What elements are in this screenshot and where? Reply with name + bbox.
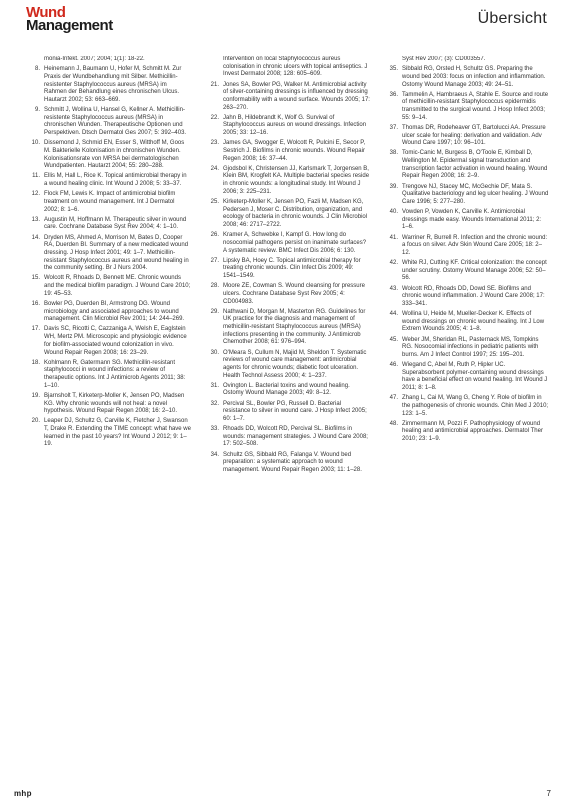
reference-text: Wolcott R, Rhoads D, Bennett ME. Chronic wounds and the medical biofilm paradigm. J Wound Care 2010; 19: 45–53.	[44, 275, 191, 297]
reference-item	[205, 452, 370, 475]
reference-number: 26.	[210, 232, 219, 239]
reference-text: monia-Infekt. 2007; 2004; 1(1): 18-22.	[44, 56, 145, 62]
reference-number: 36.	[389, 91, 398, 98]
reference-text: White RJ, Cutting KF. Critical colonization: the concept under scrutiny. Ostomy Wound Manage 2006; 52: 50–56.	[402, 260, 547, 282]
reference-text: Weber JM, Sheridan RL, Pasternack MS, Tompkins RG. Nosocomial infections in pediatric patients with burns. Am J Infect Control 1997; 25: 195–201.	[402, 336, 539, 358]
reference-number: 25.	[210, 198, 219, 205]
reference-number: 27.	[210, 257, 219, 264]
reference-text: Tomic-Canic M, Burgess B, O'Toole E, Kimball D, Wellington M. Epidermal signal transduction and transcription factor activation in wound healing. Wound Repair Regen 2008; 16: 2–9.	[402, 150, 548, 180]
reference-number: 42.	[389, 260, 398, 266]
reference-text: Kramer A, Schwebke I, Kampf G. How long do nosocomial pathogens persist on inanimate surfaces? A systematic review. BMC Infect Dis 2006; 6: 130.	[223, 232, 367, 254]
reference-number: 30.	[210, 349, 219, 356]
reference-item	[26, 418, 191, 449]
reference-number: 10.	[31, 140, 40, 147]
reference-item	[26, 173, 191, 188]
reference-item	[384, 92, 549, 123]
reference-text: Warriner R, Burrell R. Infection and the chronic wound: a focus on silver. Adv Skin Wound Care 2005; 18: 2–12.	[402, 234, 548, 256]
reference-item	[26, 301, 191, 324]
reference-number: 16.	[31, 300, 40, 307]
reference-number: 21.	[210, 81, 219, 88]
reference-text: Heinemann J, Baumann U, Hofer M, Schmitt M. Zur Praxis der Wundbehandlung mit Silber. Methicillin-resistenter Staphylococcus aureus (MRSA) im Rahmen der Behandlung eines chronischen Ulcus. Hautarzt 2002; 53: 663–669.	[44, 66, 182, 103]
reference-text: Moore ZE, Cowman S. Wound cleansing for pressure ulcers. Cochrane Database Syst Rev 2005; 4: CD004983.	[223, 283, 365, 305]
reference-text: Wiegand C, Abel M, Ruth P, Hipler UC. Superabsorbent polymer-containing wound dressings have a beneficial effect on wound healing. Int Wound J 2011; 8: 1–8.	[402, 362, 548, 392]
reference-text: Augustin M, Hoffmann M. Therapeutic silver in wound care. Cochrane Database Syst Rev 2004; 4: 1–10.	[44, 216, 187, 231]
reference-text: Ellis M, Hall L, Rice K. Topical antimicrobial therapy in a wound healing clinic. Int Wound J 2008; 5: 33–37.	[44, 173, 187, 188]
reference-number: 39.	[389, 183, 398, 190]
reference-number: 48.	[389, 420, 398, 427]
reference-item	[384, 311, 549, 334]
reference-number: 20.	[31, 418, 40, 425]
reference-text: Nathwani D, Morgan M, Masterton RG. Guidelines for UK practice for the diagnosis and management of methicillin-resistant Staphylococcus aureus (MRSA) infections presenting in the community. J Antimicrob Chemother 2008; 61: 976–994.	[223, 308, 366, 346]
reference-number	[205, 56, 223, 79]
logo-wund-text: Wund	[26, 4, 66, 21]
reference-item	[26, 217, 191, 232]
reference-item	[205, 232, 370, 255]
reference-item	[384, 56, 549, 64]
reference-item	[384, 395, 549, 418]
reference-number: 38.	[389, 150, 398, 157]
reference-number: 12.	[31, 191, 40, 198]
reference-number: 43.	[389, 285, 398, 292]
reference-item	[205, 350, 370, 381]
reference-number: 8.	[34, 66, 40, 73]
references-columns	[26, 56, 549, 768]
reference-number	[384, 56, 402, 64]
references-column-1	[26, 56, 191, 768]
reference-text: Sibbald RG, Orsted H, Schultz GS. Preparing the wound bed 2003: focus on infection and inflammation. Ostomy Wound Manage 2003; 49: 24–51.	[402, 66, 546, 88]
reference-text: Lipsky BA, Hoey C. Topical antimicrobial therapy for treating chronic wounds. Clin Infect Dis 2009; 49: 1541–1549.	[223, 257, 361, 280]
reference-number: 41.	[389, 234, 398, 241]
reference-text: Davis SC, Ricotti C, Cazzaniga A, Welsh E, Eaglstein WH, Mertz PM. Microscopic and physiologic evidence for biofilm-associated wound colonization in vivo. Wound Repair Regen 2008; 16: 23–29.	[44, 326, 187, 356]
reference-text: Bowler PG, Duerden BI, Armstrong DG. Wound microbiology and associated approaches to wound management. Clin Microbiol Rev 2001; 14: 244–269.	[44, 300, 185, 323]
reference-number: 44.	[389, 311, 398, 317]
reference-item	[384, 184, 549, 207]
reference-text: Flock FM, Lewis K. Impact of antimicrobial biofilm treatment on wound management. Int J Dermatol 2002; 8: 1–6.	[44, 191, 176, 213]
reference-item	[26, 393, 191, 416]
reference-number: 23.	[210, 140, 219, 147]
publisher-logo: mhp	[14, 789, 32, 798]
reference-number: 34.	[210, 451, 219, 458]
reference-text: Leaper DJ, Schultz G, Carville K, Fletcher J, Swanson T, Drake R. Extending the TIME concept: what have we learned in the past 10 years? Int Wound J 2012; 9: 1–19.	[44, 418, 191, 448]
reference-text: Zimmermann M, Pozzi F. Pathophysiology of wound healing and antimicrobial approaches. Dermatol Ther 2010; 23: 1–9.	[402, 420, 543, 443]
reference-text: Kohlmann R, Gatermann SG. Methicillin-resistant staphylococci in wound infections: a review of therapeutic options. Int J Antimicrob Agents 2011; 38: 1–10.	[44, 359, 186, 389]
reference-text: Rhoads DD, Wolcott RD, Percival SL. Biofilms in wounds: management strategies. J Wound Care 2008; 17: 502–508.	[223, 426, 368, 448]
reference-text: Schultz GS, Sibbald RG, Falanga V. Wound bed preparation: a systematic approach to wound management. Wound Repair Regen 2003; 11: 1–28.	[223, 451, 362, 473]
reference-text: Gjodsbol K, Christensen JJ, Karlsmark T, Jorgensen B, Klein BM, Krogfelt KA. Multiple bacterial species reside in chronic wounds: a longitudinal study. Int Wound J 2006; 3: 225–231.	[223, 165, 370, 195]
reference-item	[205, 309, 370, 348]
reference-text: Dissemond J, Schmid EN, Esser S, Witthoff M, Goos M. Bakterielle Kolonisation in chronischen Wunden. Kolonisationsrate von MRSA bei dermatologischen Wundpatienten. Hautarzt 2004; 55: 280–288.	[44, 140, 185, 170]
reference-item	[205, 258, 370, 281]
reference-item	[26, 235, 191, 274]
reference-item	[26, 326, 191, 357]
reference-item	[26, 107, 191, 138]
reference-text: Syst Rev 2007; (3): CD003557.	[402, 56, 486, 62]
reference-text: Wollina U, Heide M, Mueller-Decker K. Effects of wound dressings on chronic wound healing. Int J Low Extrem Wounds 2005; 4: 1–8.	[402, 311, 545, 333]
reference-number: 31.	[210, 382, 219, 389]
reference-item	[384, 66, 549, 89]
reference-number: 45.	[389, 336, 398, 343]
reference-number: 37.	[389, 124, 398, 131]
reference-text: O'Meara S, Cullum N, Majid M, Sheldon T. Systematic reviews of wound care management: antimicrobial agents for chronic wounds; diabetic foot ulceration. Health Technol Assess 2000; 4: 1–237.	[223, 349, 367, 379]
reference-item	[384, 209, 549, 232]
reference-item	[384, 286, 549, 309]
reference-number: 40.	[389, 209, 398, 215]
reference-text: Bjarnsholt T, Kirketerp-Moller K, Jensen PO, Madsen KG. Why chronic wounds will not heal: a novel hypothesis. Wound Repair Regen 2008; 16: 2–10.	[44, 392, 185, 415]
reference-item	[26, 360, 191, 391]
reference-item	[205, 140, 370, 163]
reference-item	[384, 125, 549, 148]
reference-number: 11.	[32, 173, 40, 180]
reference-number	[26, 56, 44, 64]
reference-number: 24.	[210, 165, 219, 172]
reference-text: James GA, Swogger E, Wolcott R, Pulcini E, Secor P, Sestrich J. Biofilms in chronic wounds. Wound Repair Regen 2008; 16: 37–44.	[223, 140, 366, 162]
reference-number: 18.	[31, 359, 40, 366]
reference-item	[205, 166, 370, 197]
reference-item	[205, 82, 370, 113]
reference-item	[26, 191, 191, 214]
reference-number: 13.	[31, 216, 40, 223]
reference-item	[205, 426, 370, 449]
reference-item	[205, 56, 370, 79]
reference-item	[384, 260, 549, 283]
reference-number: 15.	[31, 275, 40, 282]
reference-text: Jones SA, Bowler PG, Walker M. Antimicrobial activity of silver-containing dressings is influenced by dressing conformability with a wound surface. Wounds 2005; 17: 263–270.	[223, 81, 370, 111]
reference-number: 22.	[210, 114, 219, 121]
journal-logo	[26, 6, 113, 32]
reference-item	[205, 383, 370, 398]
references-column-3	[384, 56, 549, 768]
reference-item	[384, 362, 549, 393]
reference-text: Thomas DR, Rodeheaver GT, Bartolucci AA. Pressure ulcer scale for healing: derivation and validation. Adv Wound Care 1997; 10: 96–101.	[402, 124, 546, 147]
reference-text: Kirketerp-Moller K, Jensen PO, Fazli M, Madsen KG, Pedersen J, Moser C. Distribution, organization, and ecology of bacteria in chronic wounds. J Clin Microbiol 2008; 46: 2717–2722.	[223, 198, 368, 229]
reference-text: Ovington L. Bacterial toxins and wound healing. Ostomy Wound Manage 2003; 49: 8–12.	[223, 382, 350, 397]
reference-number: 29.	[210, 308, 219, 315]
reference-number: 28.	[210, 283, 219, 290]
reference-number: 32.	[210, 400, 219, 407]
reference-number: 33.	[210, 426, 219, 433]
reference-item	[205, 199, 370, 230]
reference-text: Intervention on local Staphylococcus aureus colonisation in chronic ulcers with topical antiseptics. J Invest Dermatol 2008; 128: 605–609.	[223, 56, 368, 78]
reference-item	[384, 235, 549, 258]
reference-text: Wolcott RD, Rhoads DD, Dowd SE. Biofilms and chronic wound inflammation. J Wound Care 2008; 17: 333–341.	[402, 285, 545, 307]
reference-number: 14.	[31, 234, 40, 241]
reference-item	[26, 140, 191, 171]
reference-number: 46.	[389, 362, 398, 368]
reference-text: Schmitt J, Wollina U, Hansel G, Kellner A. Methicillin-resistente Staphylococcus aureus (MRSA) in chronischen Wunden. Therapeutische Optionen und Perspektiven. Dtsch Dermatol Ges 2007; 5: 392–403.	[44, 107, 187, 137]
reference-text: Vowden P, Vowden K, Carville K. Antimicrobial dressings made easy. Wounds International 2011; 2: 1–6.	[402, 209, 542, 231]
reference-number: 47.	[389, 395, 398, 402]
reference-item	[205, 283, 370, 306]
reference-text: Tammelin A, Hambraeus A, Stahle E. Source and route of methicillin-resistant Staphylococcus epidermidis transmitted to the surgical wound. J Hosp Infect 2003; 55: 9–14.	[402, 91, 549, 121]
reference-text: Jahn B, Hildebrandt K, Wolf G. Survival of Staphylococcus aureus on wound dressings. Infection 2005; 33: 12–16.	[223, 114, 367, 137]
reference-number: 35.	[389, 66, 398, 73]
reference-item	[205, 115, 370, 138]
section-title: Übersicht	[477, 10, 547, 27]
reference-number: 19.	[31, 392, 40, 399]
reference-item	[205, 401, 370, 424]
reference-text: Zhang L, Cai M, Wang G, Cheng Y. Role of biofilm in the pathogenesis of chronic wounds. Chin Med J 2010; 123: 1–5.	[402, 395, 549, 417]
reference-text: Trengove NJ, Stacey MC, McGechie DF, Mata S. Qualitative bacteriology and leg ulcer healing. J Wound Care 1996; 5: 277–280.	[402, 183, 549, 205]
page-number: 7	[546, 789, 551, 798]
reference-text: Percival SL, Bowler PG, Russell D. Bacterial resistance to silver in wound care. J Hosp Infect 2005; 60: 1–7.	[223, 400, 367, 422]
reference-item	[26, 56, 191, 64]
reference-item	[384, 337, 549, 360]
reference-item	[26, 275, 191, 298]
reference-number: 9.	[34, 107, 40, 113]
references-column-2	[205, 56, 370, 768]
reference-item	[384, 421, 549, 444]
reference-item	[26, 66, 191, 105]
reference-text: Dryden MS, Ahmed A, Morrison M, Bates D, Cooper RA, Duerden BI. Summary of a new medicated wound dressing. J Hosp Infect 2001; 49: 1–7. Methicillin-resistant Staphylococcus aureus and wound healing in the community setting. Br J Nurs 2004.	[44, 234, 189, 272]
reference-number: 17.	[31, 326, 40, 333]
reference-item	[384, 150, 549, 181]
logo-management-text: Management	[26, 17, 113, 34]
